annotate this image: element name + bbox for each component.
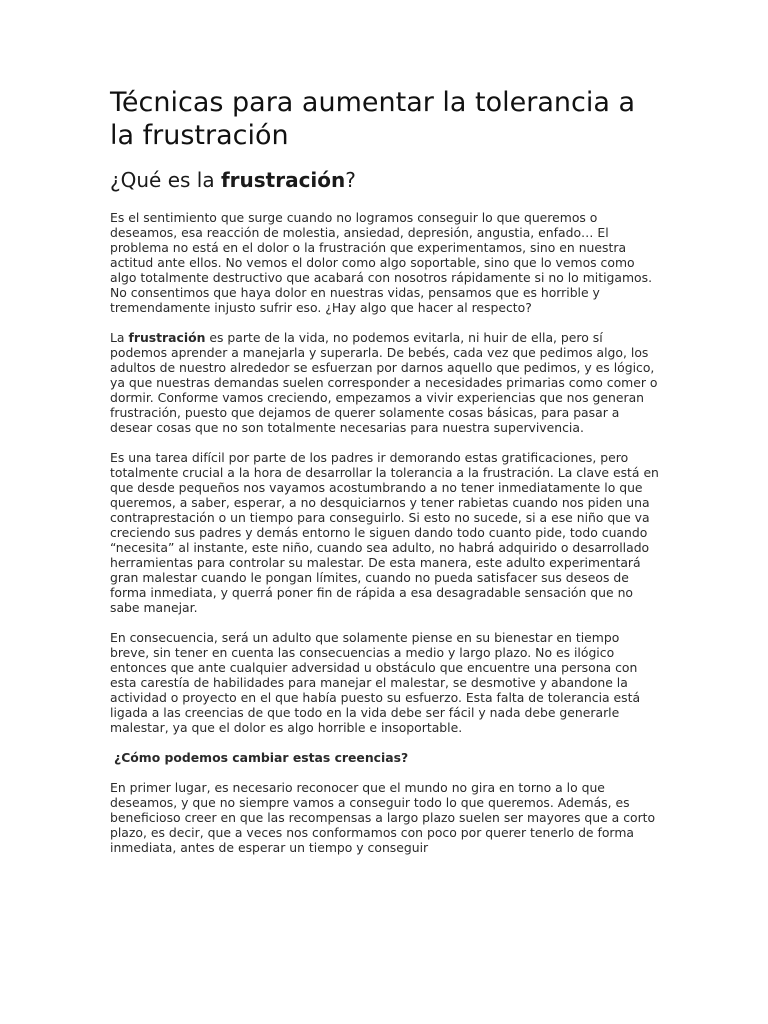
section-heading xyxy=(110,166,662,194)
paragraph-childhood-prefix: La xyxy=(110,330,129,345)
subheading-question: ¿Cómo podemos cambiar estas creencias? xyxy=(114,750,409,765)
section-heading-suffix: ? xyxy=(345,168,356,192)
paragraph-first-step: En primer lugar, es necesario reconocer que el mundo no gira en torno a lo que deseamos, y que no siempre vamos a conseguir todo lo que queremos. Además, es beneficioso creer en que las recompensas a largo plazo suelen ser mayores que a corto plazo, es decir, que a veces nos conformamos con poco por querer tenerlo de forma inmediata, antes de esperar un tiempo y conseguir xyxy=(110,780,656,855)
section-heading-prefix: ¿Qué es la xyxy=(110,168,221,192)
paragraph-childhood-keyword: frustración xyxy=(128,330,206,345)
document-page xyxy=(110,86,662,870)
section-heading-keyword: frustración xyxy=(220,168,346,192)
document-title: Técnicas para aumentar la tolerancia a la frustración xyxy=(110,87,636,151)
paragraph-parents: Es una tarea difícil por parte de los padres ir demorando estas gratificaciones, pero totalmente crucial a la hora de desarrollar la tolerancia a la frustración. La clave está en que desde pequeños nos vayamos acostumbrando a no tener inmediatamente lo que queremos, a saber, esperar, a no desquiciarnos y tener rabietas cuando nos piden una contraprestación o un tiempo para conseguirlo. Si esto no sucede, si a ese niño que va creciendo sus padres y demás entorno le siguen dando todo cuanto pide, todo cuando “necesita” al instante, este niño, cuando sea adulto, no habrá adquirido o desarrollado herramientas para controlar su malestar. De esta manera, este adulto experimentará gran malestar cuando le pongan límites, cuando no pueda satisfacer sus deseos de forma inmediata, y querrá poner fin de rápida a esa desagradable sensación que no sabe manejar. xyxy=(110,450,659,615)
paragraph-definition: Es el sentimiento que surge cuando no logramos conseguir lo que queremos o deseamos, esa reacción de molestia, ansiedad, depresión, angustia, enfado… El problema no está en el dolor o la frustración que experimentamos, sino en nuestra actitud ante ellos. No vemos el dolor como algo soportable, sino que lo vemos como algo totalmente destructivo que acabará con nosotros rápidamente si no lo mitigamos. No consentimos que haya dolor en nuestras vidas, pensamos que es horrible y tremendamente injusto sufrir eso. ¿Hay algo que hacer al respecto? xyxy=(110,210,653,315)
paragraph-consequences: En consecuencia, será un adulto que solamente piense en su bienestar en tiempo breve, sin tener en cuenta las consecuencias a medio y largo plazo. No es ilógico entonces que ante cualquier adversidad u obstáculo que encuentre una persona con esta carestía de habilidades para manejar el malestar, se desmotive y abandone la actividad o proyecto en el que había puesto su esfuerzo. Esta falta de tolerancia está ligada a las creencias de que todo en la vida debe ser fácil y nada debe generarle malestar, ya que el dolor es algo horrible e insoportable. xyxy=(110,630,641,735)
paragraph-childhood xyxy=(110,330,662,435)
paragraph-childhood-text: es parte de la vida, no podemos evitarla, ni huir de ella, pero sí podemos aprender a manejarla y superarla. De bebés, cada vez que pedimos algo, los adultos de nuestro alrededor se esfuerzan por darnos aquello que pedimos, y es lógico, ya que nuestras demandas suelen corresponder a necesidades primarias como comer o dormir. Conforme vamos creciendo, empezamos a vivir experiencias que nos generan frustración, puesto que dejamos de querer solamente cosas básicas, para pasar a desear cosas que no son totalmente necesarias para nuestra supervivencia. xyxy=(110,330,658,435)
